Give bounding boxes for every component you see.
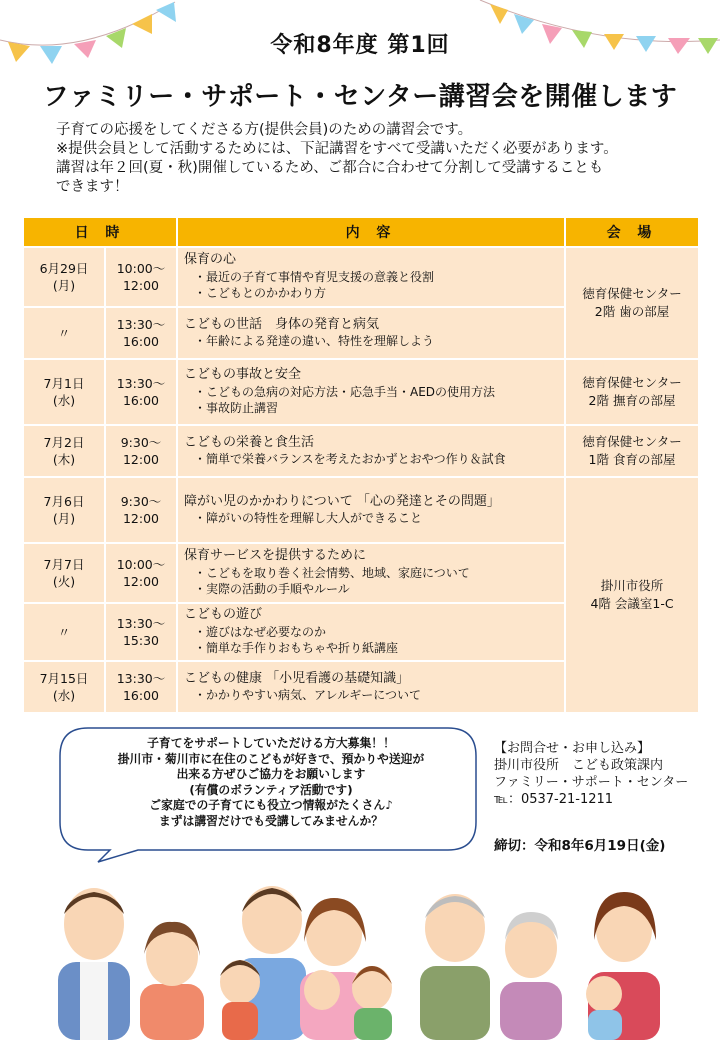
session-title: こどもの栄養と食生活	[184, 434, 315, 450]
content-cell	[178, 544, 564, 602]
venue-cell: 掛川市役所 4階 会議室1-C	[566, 478, 698, 712]
time-cell: 10:00〜 12:00	[106, 544, 176, 602]
recruit-line: まずは講習だけでも受講してみませんか？	[158, 813, 384, 828]
content-cell	[178, 662, 564, 712]
date-cell: 7月15日 (水)	[24, 662, 104, 712]
time-cell: 9:30〜 12:00	[106, 478, 176, 542]
recruit-line: 子育てをサポートしていただける方大募集！！	[147, 736, 395, 750]
session-item: ・こどもを取り巻く社会情勢、地域、家庭について	[194, 565, 470, 580]
date-cell: 〃	[24, 308, 104, 358]
date-cell: 7月6日 (月)	[24, 478, 104, 542]
family-illustration	[0, 862, 720, 1040]
session-item: ・遊びはなぜ必要なのか	[194, 624, 327, 639]
contact-heading: 【お問合せ・お申し込み】	[494, 741, 651, 756]
title-line-2: ファミリー・サポート・センター講習会を開催します	[42, 82, 678, 112]
intro-line: ※提供会員として活動するためには、下記講習をすべて受講いただく必要があります。	[56, 141, 618, 157]
contact-info	[494, 740, 714, 808]
intro-line: できます！	[56, 179, 129, 195]
time-cell: 13:30〜 16:00	[106, 360, 176, 424]
content-cell	[178, 308, 564, 358]
table-row	[24, 360, 698, 424]
date-cell: 7月7日 (火)	[24, 544, 104, 602]
time-cell: 13:30〜 15:30	[106, 604, 176, 660]
grandmother-figure	[500, 912, 562, 1040]
session-title: 障がい児のかかわりについて 「心の発達とその問題」	[184, 493, 500, 509]
intro-line: 子育ての応援をしてくださる方(提供会員)のための講習会です。	[56, 122, 473, 138]
table-row	[24, 426, 698, 476]
venue-cell: 徳育保健センター 1階 食育の部屋	[566, 426, 698, 476]
intro-text	[56, 121, 686, 197]
header-venue: 会 場	[566, 218, 698, 246]
date-cell: 6月29日 (月)	[24, 248, 104, 306]
table-header-row	[24, 218, 698, 246]
recruit-line: (有償のボランティア活動です)	[189, 782, 353, 797]
time-cell: 9:30〜 12:00	[106, 426, 176, 476]
man-figure	[58, 888, 130, 1040]
recruit-line: 掛川市・菊川市に在住のこどもが好きで、預かりや送迎が	[117, 751, 425, 766]
deadline: 締切：令和8年6月19日(金)	[494, 838, 666, 854]
date-cell: 〃	[24, 604, 104, 660]
session-item: ・簡単で栄養バランスを考えたおかずとおやつ作り＆試食	[194, 452, 506, 466]
venue-cell: 徳育保健センター 2階 歯の部屋	[566, 248, 698, 358]
content-cell	[178, 360, 564, 424]
session-title: こどもの健康 「小児看護の基礎知識」	[184, 670, 410, 686]
date-cell: 7月2日 (木)	[24, 426, 104, 476]
date-cell: 7月1日 (水)	[24, 360, 104, 424]
session-title: こどもの事故と安全	[184, 367, 302, 383]
recruit-message	[86, 736, 456, 829]
content-cell	[178, 478, 564, 542]
session-title: こどもの世話 身体の発育と病気	[184, 316, 380, 332]
content-cell	[178, 604, 564, 660]
title-line-1: 令和8年度 第1回	[270, 33, 450, 58]
session-item: ・かかりやすい病気、アレルギーについて	[194, 688, 421, 702]
session-title: 保育サービスを提供するために	[184, 548, 367, 564]
recruit-line: 出来る方ぜひご協力をお願いします	[176, 767, 366, 781]
woman-figure	[140, 922, 204, 1040]
session-title: 保育の心	[184, 252, 237, 268]
contact-line: 掛川市役所 こども政策課内	[494, 758, 664, 773]
intro-line: 講習は年２回(夏・秋)開催しているため、ご都合に合わせて分割して受講することも	[56, 160, 604, 176]
contact-line: ファミリー・サポート・センター	[494, 775, 689, 790]
schedule-table	[22, 216, 700, 714]
table-row	[24, 248, 698, 306]
session-item: ・最近の子育て事情や育児支援の意義と役割	[194, 269, 435, 284]
time-cell: 13:30〜 16:00	[106, 662, 176, 712]
time-cell: 13:30〜 16:00	[106, 308, 176, 358]
contact-phone: ℡：0537-21-1211	[494, 792, 614, 807]
session-item: ・年齢による発達の違い、特性を理解しよう	[194, 334, 435, 348]
session-item: ・実際の活動の手順やルール	[194, 582, 350, 597]
session-item: ・簡単な手作りおもちゃや折り紙講座	[194, 641, 399, 656]
table-row	[24, 478, 698, 542]
session-item: ・こどもの急病の対応方法・応急手当・AEDの使用方法	[194, 384, 496, 399]
time-cell: 10:00〜 12:00	[106, 248, 176, 306]
header-content: 内 容	[178, 218, 564, 246]
session-title: こどもの遊び	[184, 607, 263, 623]
grandfather-figure	[420, 894, 490, 1040]
recruit-line: ご家庭での子育てにも役立つ情報がたくさん♪	[149, 798, 393, 812]
session-item: ・事故防止講習	[194, 401, 279, 416]
content-cell	[178, 248, 564, 306]
content-cell	[178, 426, 564, 476]
session-item: ・障がいの特性を理解し大人ができること	[194, 511, 423, 525]
mother-with-baby-figure	[586, 892, 660, 1040]
header-datetime: 日 時	[24, 218, 176, 246]
venue-cell: 徳育保健センター 2階 撫育の部屋	[566, 360, 698, 424]
session-item: ・こどもとのかかわり方	[194, 286, 327, 301]
